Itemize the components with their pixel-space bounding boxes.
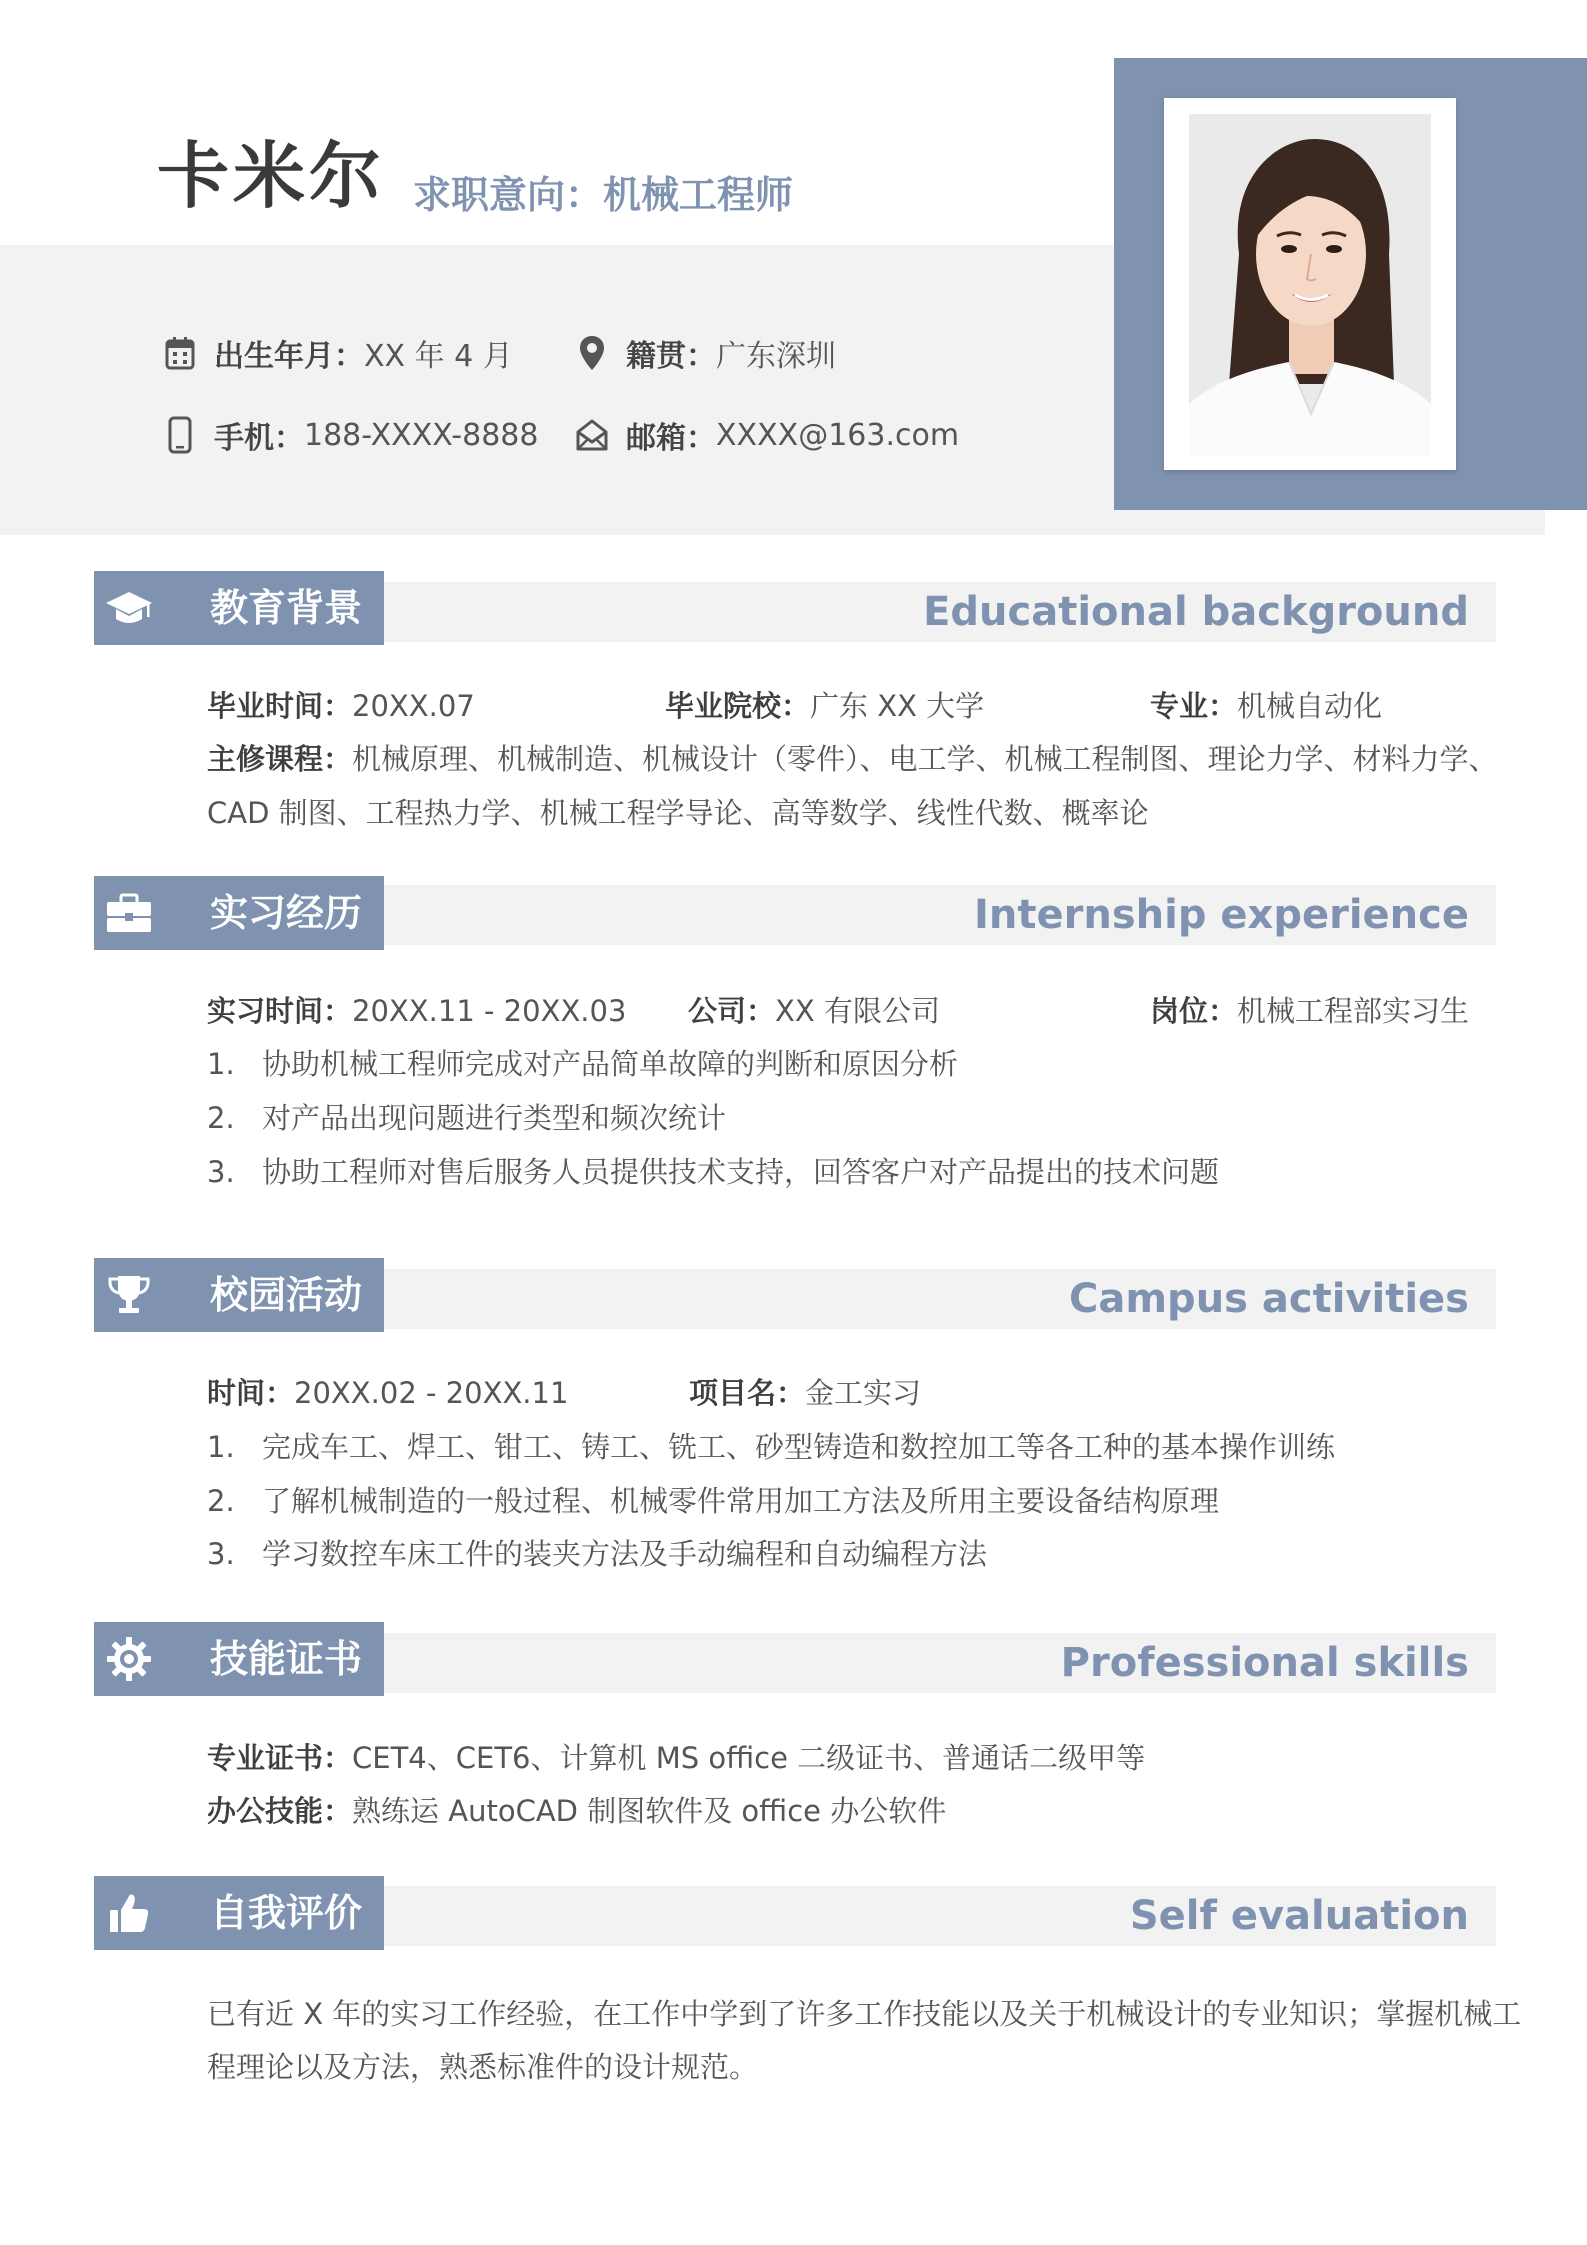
list-item-number: 2. [207,1101,235,1135]
courses-line-1 [207,737,1498,781]
project [689,1371,921,1415]
project-label: 项目名： [689,1376,806,1410]
grad-time-label: 毕业时间： [207,689,353,723]
courses-text-1: 机械原理、机械制造、机械设计（零件）、电工学、机械工程制图、理论力学、材料力学、 [352,742,1498,776]
list-item-text: 对产品出现问题进行类型和频次统计 [262,1101,727,1135]
list-item [207,1096,726,1140]
list-item-text: 协助机械工程师完成对产品简单故障的判断和原因分析 [262,1047,959,1081]
campus-header-tab [94,1258,384,1332]
list-item [207,1150,1219,1194]
internship-header-tab [94,876,384,950]
position-label: 岗位： [1150,994,1238,1028]
trophy-icon [104,1270,154,1320]
education-header-band [382,582,1496,642]
gear-icon [104,1634,154,1684]
internship-header-band [382,885,1496,945]
list-item-number: 3. [207,1537,235,1571]
office-skills-value: 熟练运 AutoCAD 制图软件及 office 办公软件 [352,1794,947,1828]
office-skills-line [207,1789,946,1833]
self-eval-title-en: Self evaluation [1129,1893,1469,1939]
list-item-number: 1. [207,1047,235,1081]
email-label: 邮箱： [626,421,716,456]
school-value: 广东 XX 大学 [810,689,985,723]
position [1150,989,1469,1033]
native-place-info [572,331,836,375]
company [688,989,940,1033]
education-title-en: Educational background [923,589,1469,635]
certificates-line [207,1736,1145,1780]
project-value: 金工实习 [805,1376,922,1410]
major [1150,684,1382,728]
skills-header-band [382,1633,1496,1693]
certificates-label: 专业证书： [207,1741,353,1775]
birth-label: 出生年月： [214,339,364,374]
campus-title: 校园活动 [210,1273,363,1317]
grad-time-value: 20XX.07 [352,689,475,723]
profile-photo [1189,114,1431,456]
internship-title: 实习经历 [210,891,363,935]
list-item-number: 2. [207,1484,235,1518]
phone-info [160,413,538,457]
internship-time-value: 20XX.11 - 20XX.03 [352,994,627,1028]
phone-value: 188-XXXX-8888 [304,417,539,453]
major-value: 机械自动化 [1237,689,1383,723]
list-item-text: 协助工程师对售后服务人员提供技术支持，回答客户对产品提出的技术问题 [262,1155,1220,1189]
email-value: XXXX@163.com [716,417,960,453]
skills-title: 技能证书 [210,1637,363,1681]
list-item-number: 3. [207,1155,235,1189]
birth-value: XX 年 4 月 [364,339,513,374]
list-item-text: 完成车工、焊工、钳工、铸工、铣工、砂型铸造和数控加工等各工种的基本操作训练 [262,1430,1336,1464]
campus-time-label: 时间： [207,1376,295,1410]
list-item [207,1479,1219,1523]
campus-time [207,1371,568,1415]
calendar-icon [160,331,200,375]
internship-time-label: 实习时间： [207,994,353,1028]
campus-time-value: 20XX.02 - 20XX.11 [294,1376,569,1410]
job-intent [413,173,794,217]
envelope-icon [572,413,612,457]
major-label: 专业： [1150,689,1238,723]
self-eval-line-2: 程理论以及方法，熟悉标准件的设计规范。 [207,2050,759,2084]
school [665,684,984,728]
job-intent-label: 求职意向： [413,173,604,217]
phone-label: 手机： [214,421,304,456]
list-item [207,1042,958,1086]
company-label: 公司： [688,994,776,1028]
email-info [572,413,959,457]
self-eval-header-band [382,1886,1496,1946]
position-value: 机械工程部实习生 [1237,994,1470,1028]
candidate-name: 卡米尔 [157,134,386,218]
briefcase-icon [104,888,154,938]
native-place-label: 籍贯： [626,339,716,374]
grad-time [207,684,475,728]
office-skills-label: 办公技能： [207,1794,353,1828]
list-item-text: 学习数控车床工件的装夹方法及手动编程和自动编程方法 [262,1537,988,1571]
mobile-phone-icon [160,413,200,457]
company-value: XX 有限公司 [775,994,940,1028]
skills-title-en: Professional skills [1060,1640,1469,1686]
internship-time [207,989,626,1033]
job-intent-value: 机械工程师 [603,173,794,217]
thumbs-up-icon [104,1888,154,1938]
courses-line-2: CAD 制图、工程热力学、机械工程学导论、高等数学、线性代数、概率论 [207,796,1149,830]
school-label: 毕业院校： [665,689,811,723]
list-item-number: 1. [207,1430,235,1464]
skills-header-tab [94,1622,384,1696]
birth-info [160,331,513,375]
self-eval-title: 自我评价 [210,1891,363,1935]
list-item [207,1425,1335,1469]
location-pin-icon [572,331,612,375]
internship-title-en: Internship experience [974,892,1469,938]
self-eval-line-1: 已有近 X 年的实习工作经验，在工作中学到了许多工作技能以及关于机械设计的专业知识；掌握机械工 [207,1997,1522,2031]
campus-header-band [382,1269,1496,1329]
education-title: 教育背景 [210,586,363,630]
graduation-cap-icon [104,583,154,633]
list-item-text: 了解机械制造的一般过程、机械零件常用加工方法及所用主要设备结构原理 [262,1484,1220,1518]
education-header-tab [94,571,384,645]
campus-title-en: Campus activities [1069,1276,1469,1322]
certificates-value: CET4、CET6、计算机 MS office 二级证书、普通话二级甲等 [352,1741,1146,1775]
list-item [207,1532,987,1576]
courses-label: 主修课程： [207,742,353,776]
self-eval-header-tab [94,1876,384,1950]
native-place-value: 广东深圳 [716,339,836,374]
